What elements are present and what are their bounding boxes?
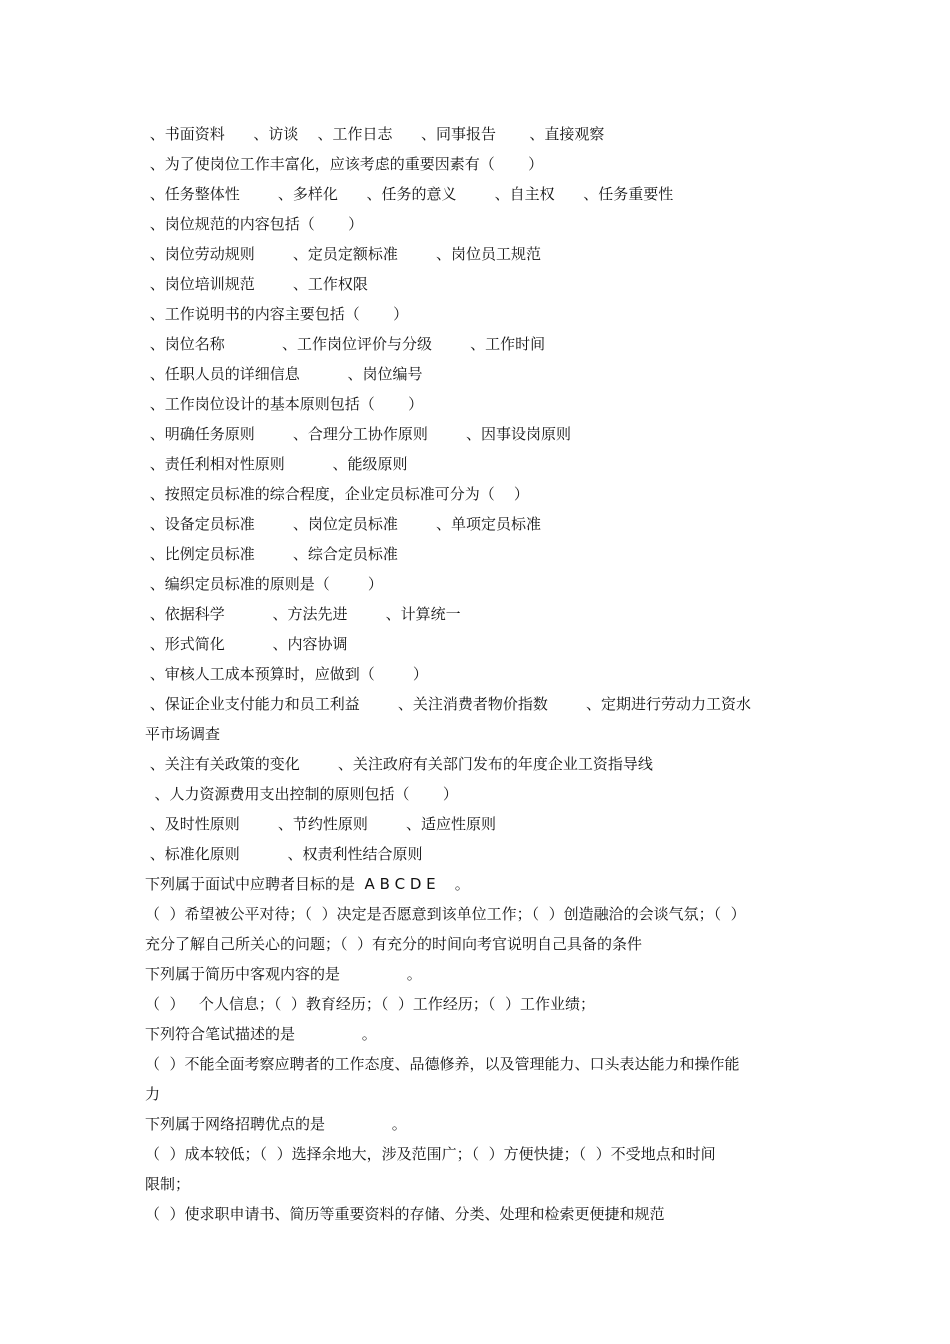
text-line: 、形式简化 、内容协调 bbox=[145, 635, 348, 653]
text-line: 、工作说明书的内容主要包括（ ） bbox=[145, 305, 409, 323]
text-line: 、审核人工成本预算时，应做到（ ） bbox=[145, 665, 428, 683]
text-line: 、人力资源费用支出控制的原则包括（ ） bbox=[145, 785, 458, 803]
text-line: 、岗位培训规范 、工作权限 bbox=[145, 275, 368, 293]
text-line: 、任职人员的详细信息 、岗位编号 bbox=[145, 365, 423, 383]
text-line: 、按照定员标准的综合程度，企业定员标准可分为（ ） bbox=[145, 485, 529, 503]
text-line: 下列属于面试中应聘者目标的是 A B C D E 。 bbox=[145, 875, 470, 893]
text-line: 、任务整体性 、多样化 、任务的意义 、自主权 、任务重要性 bbox=[145, 185, 674, 203]
text-line: （ ） 个人信息；（ ）教育经历；（ ）工作经历；（ ）工作业绩； bbox=[145, 995, 595, 1013]
text-line: 、书面资料 、访谈 、工作日志 、同事报告 、直接观察 bbox=[145, 125, 605, 143]
text-line: 、岗位规范的内容包括（ ） bbox=[145, 215, 364, 233]
text-line: 下列属于简历中客观内容的是 。 bbox=[145, 965, 422, 983]
text-line: 、岗位劳动规则 、定员定额标准 、岗位员工规范 bbox=[145, 245, 542, 263]
text-line: 下列符合笔试描述的是 。 bbox=[145, 1025, 377, 1043]
text-line: 、为了使岗位工作丰富化，应该考虑的重要因素有（ ） bbox=[145, 155, 544, 173]
text-line: （ ）使求职申请书、简历等重要资料的存储、分类、处理和检索更便捷和规范 bbox=[145, 1205, 665, 1223]
text-line: 、设备定员标准 、岗位定员标准 、单项定员标准 bbox=[145, 515, 542, 533]
text-line: 力 bbox=[145, 1085, 161, 1103]
text-line: 、及时性原则 、节约性原则 、适应性原则 bbox=[145, 815, 497, 833]
text-line: 、岗位名称 、工作岗位评价与分级 、工作时间 bbox=[145, 335, 546, 353]
text-line: 充分了解自己所关心的问题；（ ）有充分的时间向考官说明自己具备的条件 bbox=[145, 935, 643, 953]
text-line: 、工作岗位设计的基本原则包括（ ） bbox=[145, 395, 424, 413]
text-line: 、关注有关政策的变化 、关注政府有关部门发布的年度企业工资指导线 bbox=[145, 755, 653, 773]
text-line: 、比例定员标准 、综合定员标准 bbox=[145, 545, 398, 563]
text-line: 、保证企业支付能力和员工利益 、关注消费者物价指数 、定期进行劳动力工资水 bbox=[145, 695, 752, 713]
text-line: 限制； bbox=[145, 1175, 191, 1193]
text-line: 下列属于网络招聘优点的是 。 bbox=[145, 1115, 407, 1133]
text-line: 、责任利相对性原则 、能级原则 bbox=[145, 455, 408, 473]
text-line: （ ）希望被公平对待；（ ）决定是否愿意到该单位工作；（ ）创造融洽的会谈气氛；（ ） bbox=[145, 905, 746, 923]
text-line: 、编织定员标准的原则是（ ） bbox=[145, 575, 383, 593]
text-line: 、明确任务原则 、合理分工协作原则 、因事设岗原则 bbox=[145, 425, 572, 443]
text-line: （ ）不能全面考察应聘者的工作态度、品德修养，以及管理能力、口头表达能力和操作能 bbox=[145, 1055, 740, 1073]
text-line: 平市场调查 bbox=[145, 725, 221, 743]
text-line: 、依据科学 、方法先进 、计算统一 bbox=[145, 605, 461, 623]
text-line: 、标准化原则 、权责利性结合原则 bbox=[145, 845, 423, 863]
text-line: （ ）成本较低；（ ）选择余地大，涉及范围广；（ ）方便快捷；（ ）不受地点和时间 bbox=[145, 1145, 716, 1163]
